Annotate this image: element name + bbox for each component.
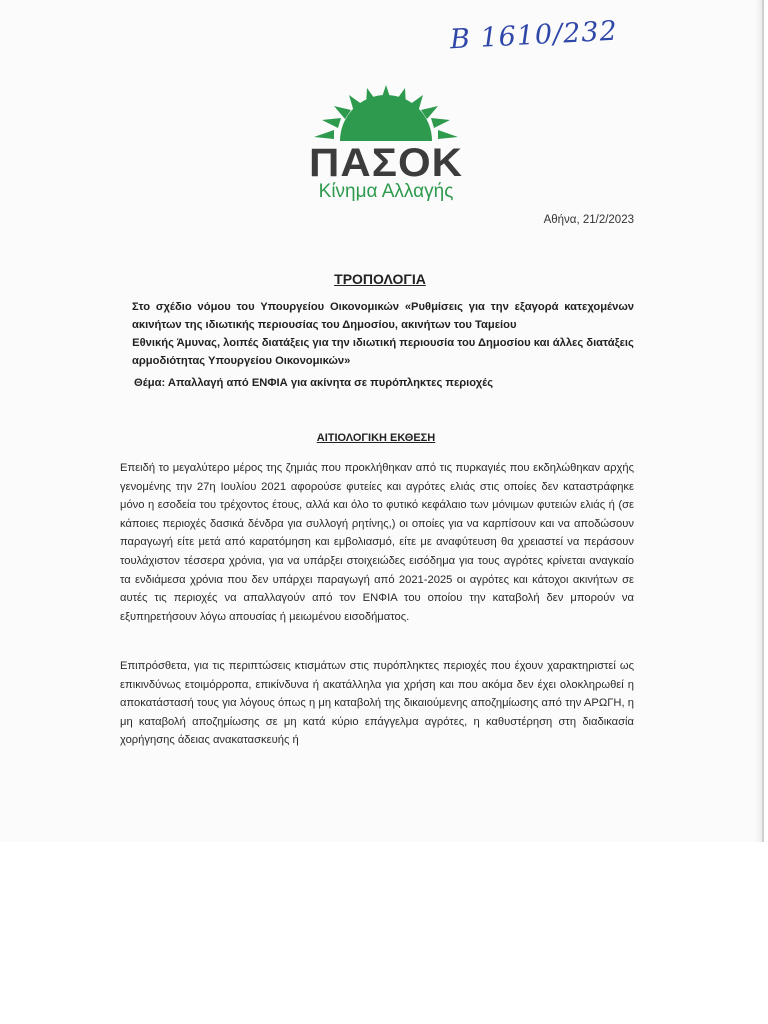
body-paragraph: Επειδή το μεγαλύτερο μέρος της ζημιάς που προκλήθηκαν από τις πυρκαγιές που εκδηλώθηκαν αρχής γενομένης την 27η Ιουλίου 2021 αφορούσε φυτείες και αγρότες ελιάς στις οποίες δεν καταστράφηκε μόνο η εσοδεία του τρέχοντος έτους, αλλά και όλο το φυτικό κεφάλαιο των μόνιμων φυτειών ελιάς ή (σε κάποιες περιοχές δασικά δένδρα για συλλογή ρητίνης,) οι οποίες για να καρπίσουν και να αποδώσουν παραγωγή είτε μετά από καρατόμηση και εμβολιασμό, είτε με αναφύτευση θα χρειαστεί να περάσουν τουλάχιστον τέσσερα χρόνια, για να υπάρξει στοιχειώδες εισόδημα για τους αγρότες κρίνεται αναγκαίο τα ενδιάμεσα χρόνια που δεν υπάρχει παραγωγή από 2021-2025 οι αγρότες και κάτοχοι ακινήτων σε αυτές τις περιοχές να απαλλαγούν από τον ΕΝΦΙΑ του οποίου την καταβολή δεν μπορούν να εξυπηρετήσουν λόγω απουσίας ή μειωμένου εισοδήματος.	[120, 462, 634, 623]
party-logo	[296, 85, 476, 205]
party-name: ΠΑΣΟΚ	[308, 141, 464, 185]
place-date: Αθήνα, 21/2/2023	[543, 214, 634, 226]
bill-intro	[132, 298, 634, 370]
bill-intro-text: Στο σχέδιο νόμου του Υπουργείου Οικονομικών «Ρυθμίσεις για την εξαγορά κατεχομένων ακινήτων της ιδιωτικής περιουσίας του Δημοσίου, ακινήτων του Ταμείου	[132, 301, 634, 331]
section-title: ΑΙΤΙΟΛΟΓΙΚΗ ΕΚΘΕΣΗ	[316, 432, 436, 444]
sun-emblem-icon	[296, 85, 476, 145]
document-title: ΤΡΟΠΟΛΟΓΙΑ	[334, 271, 426, 287]
bill-intro-text-continued: Εθνικής Άμυνας, λοιπές διατάξεις για την ιδιωτική περιουσία του Δημοσίου και άλλες διατάξεις αρμοδιότητας Υπουργείου Οικονομικών»	[132, 337, 634, 367]
subject-line: Θέμα: Απαλλαγή από ΕΝΦΙΑ για ακίνητα σε πυρόπληκτες περιοχές	[134, 377, 494, 389]
body-paragraph: Επιπρόσθετα, για τις περιπτώσεις κτισμάτων στις πυρόπληκτες περιοχές που έχουν χαρακτηριστεί ως επικινδύνως ετοιμόρροπα, επικίνδυνα ή ακατάλληλα για χρήση και που ακόμα δεν έχει ολοκληρωθεί η αποκατάστασή τους για λόγους όπως η μη καταβολή της δικαιούμενης αποζημίωσης από την ΑΡΩΓΗ, η μη καταβολή αποζημίωσης σε μη κατά κύριο επάγγελμα αγρότες, η καθυστέρηση στη διαδικασία χορήγησης άδειας ανακατασκευής ή	[120, 660, 634, 747]
handwritten-reference: B 1610/232	[449, 15, 619, 56]
party-tagline: Κίνημα Αλλαγής	[318, 181, 454, 202]
